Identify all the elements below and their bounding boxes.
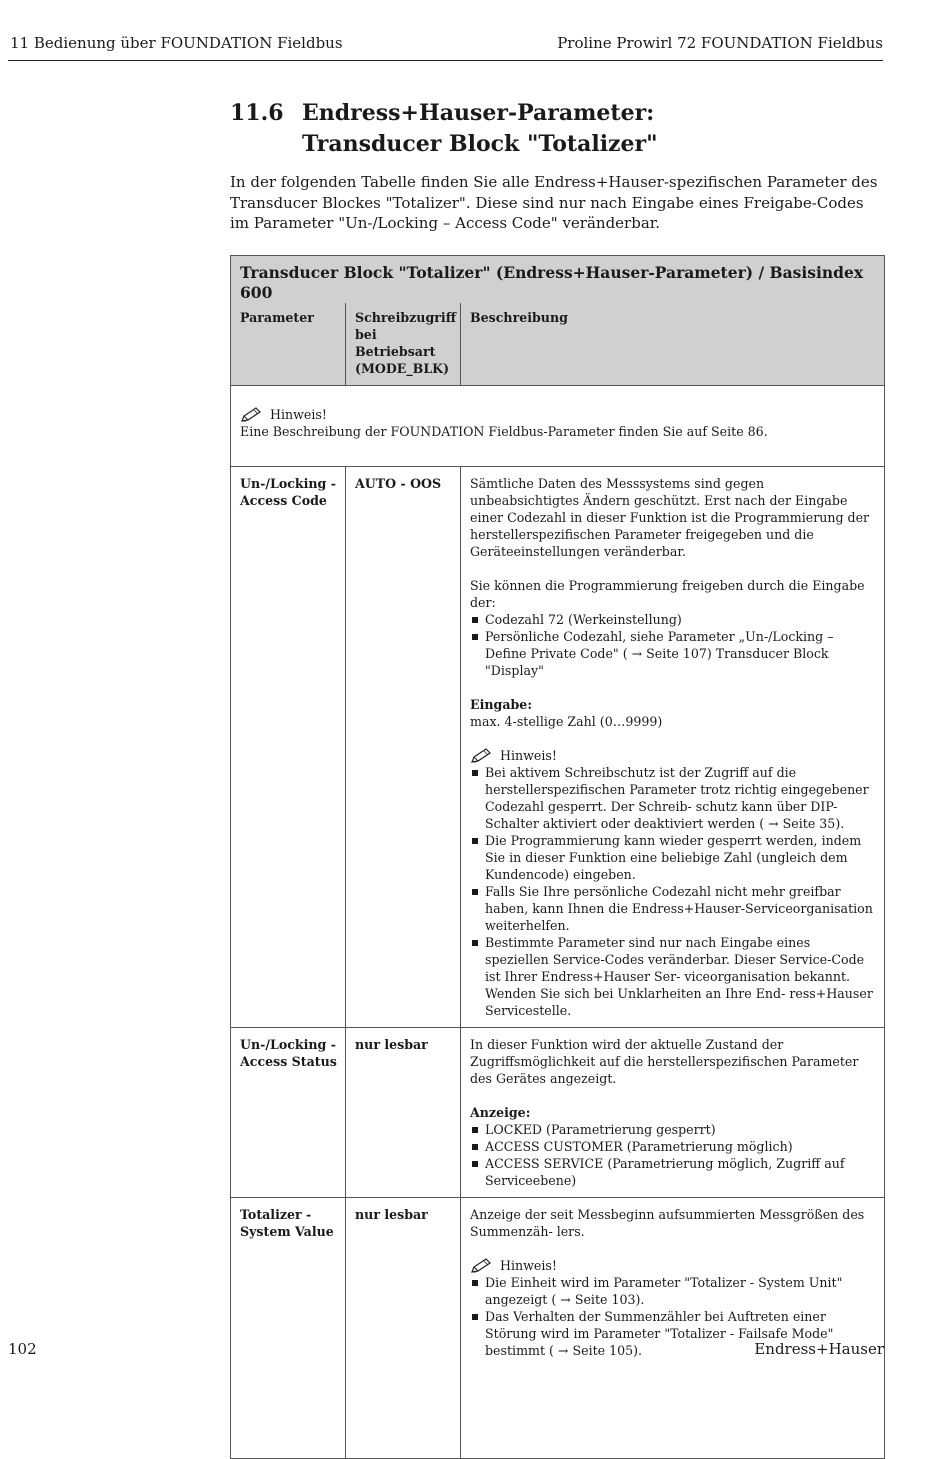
list-item: Bestimmte Parameter sind nur nach Eingabe eines speziellen Service-Codes veränderbar. Dieser Service-Code ist Ihrer Endress+Hauser Ser- viceorganisation bekannt. Wenden Sie sich bei Unklarheiten an Ihre End- ress+Hauser Servicestelle.: [470, 934, 876, 1019]
header-chapter: 11 Bedienung über FOUNDATION Fieldbus: [10, 34, 343, 52]
parameter-access-mode: nur lesbar: [346, 1028, 461, 1198]
column-header-access-line2: bei Betriebsart: [355, 327, 436, 359]
table-note: [231, 386, 885, 467]
list-item: ACCESS CUSTOMER (Parametrierung möglich): [470, 1138, 876, 1155]
parameter-name-line2: Access Code: [240, 493, 327, 508]
parameter-table: [230, 255, 885, 1459]
column-header-description: Beschreibung: [461, 303, 885, 386]
hint-label: Hinweis!: [500, 748, 557, 763]
parameter-name-line2: System Value: [240, 1224, 334, 1239]
section-heading: [302, 98, 658, 160]
list-item: Bei aktivem Schreibschutz ist der Zugriff auf die herstellerspezifischen Parameter trotz richtig eingegebener Codezahl gesperrt. Der Schreib- schutz kann über DIP-Schalter aktiviert oder deaktiviert werden ( → Seite 35).: [470, 764, 876, 832]
list-item: Das Verhalten der Summenzähler bei Auftreten einer Störung wird im Parameter "Totalizer - Failsafe Mode" bestimmt ( → Seite 105).: [470, 1308, 876, 1359]
description-paragraph: Anzeige der seit Messbeginn aufsummierten Messgrößen des Summenzäh- lers.: [470, 1207, 865, 1239]
intro-paragraph: In der folgenden Tabelle finden Sie alle Endress+Hauser-spezifischen Parameter des Transducer Blockes "Totalizer". Diese sind nur nach Eingabe eines Freigabe-Codes im Parameter "Un-/Locking – Access Code" veränderbar.: [230, 173, 878, 232]
pencil-note-icon: [470, 1257, 492, 1274]
column-header-parameter: Parameter: [231, 303, 346, 386]
table-title: Transducer Block "Totalizer" (Endress+Hauser-Parameter) / Basisindex 600: [231, 256, 885, 304]
table-note-text: Eine Beschreibung der FOUNDATION Fieldbus-Parameter finden Sie auf Seite 86.: [240, 424, 768, 439]
parameter-access-mode: nur lesbar: [346, 1198, 461, 1459]
parameter-description: [461, 1198, 885, 1459]
parameter-name-line1: Un-/Locking -: [240, 476, 336, 491]
column-header-access-line3: (MODE_BLK): [355, 361, 450, 376]
parameter-description: [461, 1028, 885, 1198]
header-product: Proline Prowirl 72 FOUNDATION Fieldbus: [557, 34, 883, 52]
parameter-name: [231, 1198, 346, 1459]
list-item: Persönliche Codezahl, siehe Parameter „Un-/Locking – Define Private Code" ( → Seite 107) Transducer Block "Display": [470, 628, 876, 679]
display-label: Anzeige:: [470, 1105, 531, 1120]
parameter-description: [461, 467, 885, 1028]
table-note-label: Hinweis!: [270, 407, 327, 422]
pencil-note-icon: [240, 406, 262, 423]
description-paragraph: Sämtliche Daten des Messsystems sind gegen unbeabsichtigtes Ändern geschützt. Erst nach der Eingabe einer Codezahl in dieser Funktion ist die Programmierung der herstellerspezifischen Parameter freigegeben und die Geräteeinstellungen veränderbar.: [470, 476, 870, 559]
description-intro: Sie können die Programmierung freigeben durch die Eingabe der:: [470, 578, 865, 610]
list-item: ACCESS SERVICE (Parametrierung möglich, Zugriff auf Serviceebene): [470, 1155, 876, 1189]
table-row: [231, 1028, 885, 1198]
hint-label: Hinweis!: [500, 1258, 557, 1273]
footer-brand: Endress+Hauser: [754, 1340, 884, 1358]
description-paragraph: In dieser Funktion wird der aktuelle Zustand der Zugriffsmöglichkeit auf die herstellerspezifischen Parameter des Gerätes angezeigt.: [470, 1037, 859, 1086]
input-label: Eingabe:: [470, 697, 532, 712]
list-item: Codezahl 72 (Werkeinstellung): [470, 611, 876, 628]
list-item: LOCKED (Parametrierung gesperrt): [470, 1121, 876, 1138]
input-value: max. 4-stellige Zahl (0…9999): [470, 714, 663, 729]
table-row: [231, 467, 885, 1028]
list-item: Die Programmierung kann wieder gesperrt werden, indem Sie in dieser Funktion eine beliebige Zahl (ungleich dem Kundencode) eingeben.: [470, 832, 876, 883]
running-header: [8, 34, 883, 61]
parameter-name: [231, 1028, 346, 1198]
page-number: 102: [8, 1340, 37, 1358]
column-header-access: [346, 303, 461, 386]
list-item: Die Einheit wird im Parameter "Totalizer - System Unit" angezeigt ( → Seite 103).: [470, 1274, 876, 1308]
parameter-name-line1: Totalizer -: [240, 1207, 312, 1222]
section-heading-line1: Endress+Hauser-Parameter:: [302, 100, 655, 126]
parameter-name: [231, 467, 346, 1028]
list-item: Falls Sie Ihre persönliche Codezahl nicht mehr greifbar haben, kann Ihnen die Endress+Hauser-Serviceorganisation weiterhelfen.: [470, 883, 876, 934]
parameter-access-mode: AUTO - OOS: [346, 467, 461, 1028]
parameter-name-line1: Un-/Locking -: [240, 1037, 336, 1052]
parameter-name-line2: Access Status: [240, 1054, 337, 1069]
table-row: [231, 1198, 885, 1459]
pencil-note-icon: [470, 747, 492, 764]
section-heading-line2: Transducer Block "Totalizer": [302, 131, 658, 157]
section-number: 11.6: [230, 100, 284, 126]
column-header-access-line1: Schreibzugriff: [355, 310, 457, 325]
